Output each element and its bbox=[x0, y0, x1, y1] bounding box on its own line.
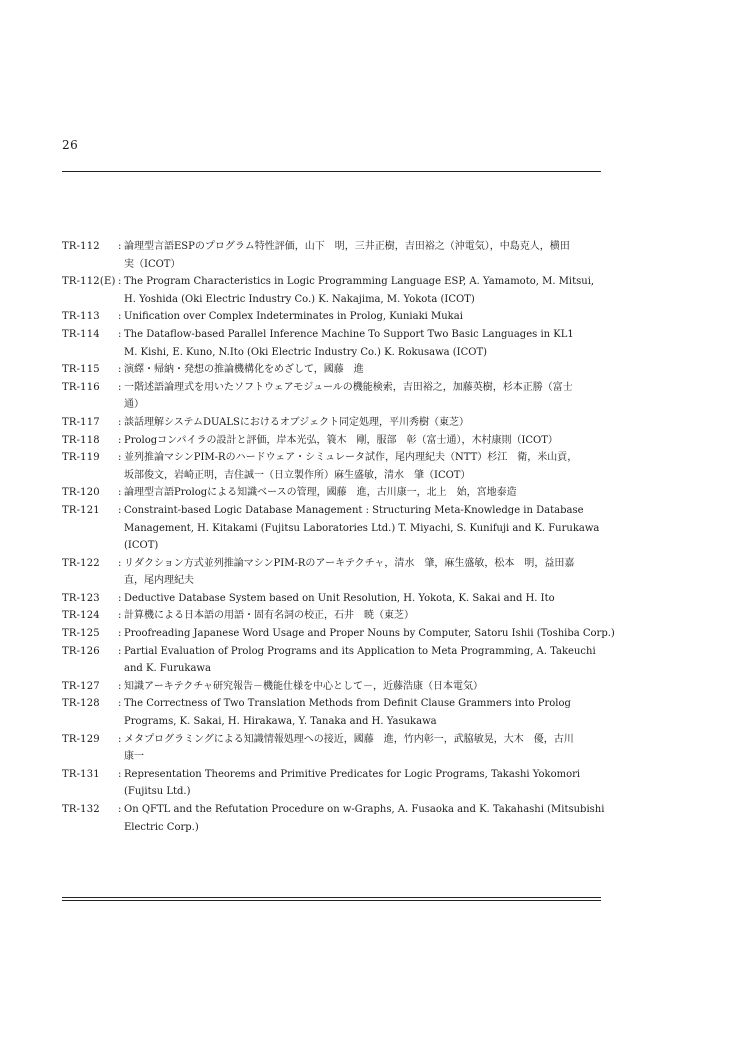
report-text-line: Partial Evaluation of Prolog Programs and its Application to Meta Programming, A. Takeuchi bbox=[124, 645, 596, 657]
report-text-line: 直，尾内理紀夫 bbox=[124, 575, 194, 587]
report-text bbox=[124, 361, 602, 379]
report-text-line: 計算機による日本語の用語・固有名詞の校正，石井 暁（東芝） bbox=[124, 610, 414, 622]
report-id: TR-126 bbox=[62, 645, 100, 657]
report-id: TR-112(E) bbox=[62, 276, 116, 288]
report-text bbox=[124, 625, 615, 643]
report-entry bbox=[62, 326, 602, 361]
colon-separator: : bbox=[118, 680, 122, 692]
colon-separator: : bbox=[118, 276, 122, 288]
report-text-line: 論理型言語Prologによる知識ベースの管理，國藤 進，古川康一，北上 始，宮地泰造 bbox=[124, 487, 517, 499]
report-id: TR-120 bbox=[62, 487, 100, 499]
colon-separator: : bbox=[118, 328, 122, 340]
report-text bbox=[124, 238, 602, 273]
report-entry bbox=[62, 731, 602, 766]
footer-rule bbox=[62, 897, 601, 898]
report-list bbox=[62, 238, 615, 836]
report-text bbox=[124, 273, 602, 308]
colon-separator: : bbox=[118, 364, 122, 376]
report-text-line: 実（ICOT） bbox=[124, 258, 181, 270]
report-entry bbox=[62, 361, 602, 379]
report-text-line: and K. Furukawa bbox=[124, 663, 211, 675]
report-entry bbox=[62, 766, 602, 801]
report-text bbox=[124, 643, 602, 678]
report-id: TR-117 bbox=[62, 416, 100, 428]
report-id: TR-113 bbox=[62, 311, 100, 323]
report-entry bbox=[62, 801, 605, 836]
report-text bbox=[124, 607, 602, 625]
report-id: TR-129 bbox=[62, 733, 100, 745]
report-text-line: リダクション方式並列推論マシンPIM-Rのアーキテクチャ，清水 肇，麻生盛敏，松本 明，益田嘉 bbox=[124, 557, 575, 569]
report-entry bbox=[62, 432, 602, 450]
report-entry bbox=[62, 607, 602, 625]
colon-separator: : bbox=[118, 241, 122, 252]
report-text bbox=[124, 414, 602, 432]
report-text-line: Deductive Database System based on Unit Resolution, H. Yokota, K. Sakai and H. Ito bbox=[124, 592, 555, 604]
report-text-line: H. Yoshida (Oki Electric Industry Co.) K. Nakajima, M. Yokota (ICOT) bbox=[124, 293, 475, 305]
colon-separator: : bbox=[118, 698, 122, 710]
colon-separator: : bbox=[118, 628, 122, 640]
colon-separator: : bbox=[118, 610, 122, 622]
report-entry bbox=[62, 643, 602, 678]
report-text-line: 康一 bbox=[124, 751, 144, 763]
report-text-line: M. Kishi, E. Kuno, N.Ito (Oki Electric Industry Co.) K. Rokusawa (ICOT) bbox=[124, 346, 488, 358]
report-id: TR-124 bbox=[62, 610, 100, 622]
report-entry bbox=[62, 273, 602, 308]
colon-separator: : bbox=[118, 381, 122, 393]
colon-separator: : bbox=[118, 733, 122, 745]
report-id: TR-115 bbox=[62, 364, 100, 376]
report-text bbox=[124, 502, 602, 555]
report-id: TR-127 bbox=[62, 680, 100, 692]
report-id: TR-128 bbox=[62, 698, 100, 710]
report-text-line: Constraint-based Logic Database Management : Structuring Meta-Knowledge in Database bbox=[124, 504, 584, 516]
report-entry bbox=[62, 238, 602, 273]
report-id: TR-116 bbox=[62, 381, 100, 393]
report-entry bbox=[62, 678, 602, 696]
colon-separator: : bbox=[118, 452, 122, 464]
report-text-line: Unification over Complex Indeterminates in Prolog, Kuniaki Mukai bbox=[124, 311, 463, 323]
report-text-line: 談話理解システムDUALSにおけるオブジェクト同定処理，平川秀樹（東芝） bbox=[124, 416, 469, 428]
report-text-line: 坂部俊文，岩崎正明，吉住誠一（日立製作所）麻生盛敏，清水 肇（ICOT） bbox=[124, 469, 471, 481]
report-text bbox=[124, 590, 602, 608]
colon-separator: : bbox=[118, 311, 122, 323]
colon-separator: : bbox=[118, 504, 122, 516]
colon-separator: : bbox=[118, 804, 122, 815]
report-id: TR-114 bbox=[62, 328, 100, 340]
report-text-line: Prologコンパイラの設計と評価，岸本光弘，簑木 剛，服部 彰（富士通），木村康則（ICOT） bbox=[124, 434, 558, 446]
report-entry bbox=[62, 625, 615, 643]
report-text-line: Proofreading Japanese Word Usage and Proper Nouns by Computer, Satoru Ishii (Toshiba Corp.) bbox=[124, 628, 615, 640]
report-text-line: 演繹・帰納・発想の推論機構化をめざして，國藤 進 bbox=[124, 364, 364, 376]
report-id: TR-123 bbox=[62, 592, 100, 604]
report-text bbox=[124, 432, 602, 450]
report-entry bbox=[62, 555, 602, 590]
colon-separator: : bbox=[118, 434, 122, 446]
footer-rule-secondary bbox=[62, 900, 601, 901]
header-rule bbox=[62, 171, 601, 172]
report-text-line: Electric Corp.) bbox=[124, 821, 199, 833]
report-text-line: 論理型言語ESPのプログラム特性評価，山下 明，三井正樹，吉田裕之（沖電気），中島克人，横田 bbox=[124, 241, 570, 252]
report-entry bbox=[62, 308, 602, 326]
report-text bbox=[124, 695, 602, 730]
report-text-line: 並列推論マシンPIM-Rのハードウェア・シミュレータ試作，尾内理紀夫（NTT）杉江 衛，米山貢， bbox=[124, 452, 578, 464]
report-id: TR-112 bbox=[62, 241, 100, 252]
colon-separator: : bbox=[118, 645, 122, 657]
report-text-line: Programs, K. Sakai, H. Hirakawa, Y. Tanaka and H. Yasukawa bbox=[124, 716, 437, 728]
report-text bbox=[124, 484, 602, 502]
report-entry bbox=[62, 449, 602, 484]
report-text-line: 知識アーキテクチャ研究報告－機能仕様を中心として－，近藤浩康（日本電気） bbox=[124, 680, 483, 692]
report-text-line: (ICOT) bbox=[124, 540, 159, 552]
report-text bbox=[124, 766, 602, 801]
report-id: TR-121 bbox=[62, 504, 100, 516]
report-text-line: Management, H. Kitakami (Fujitsu Laboratories Ltd.) T. Miyachi, S. Kunifuji and K. Furukawa bbox=[124, 522, 600, 534]
report-text bbox=[124, 308, 602, 326]
report-text bbox=[124, 801, 604, 836]
report-text bbox=[124, 449, 602, 484]
report-text bbox=[124, 326, 602, 361]
report-text bbox=[124, 555, 602, 590]
page-number: 26 bbox=[62, 138, 79, 152]
report-entry bbox=[62, 502, 602, 555]
report-text-line: The Dataflow-based Parallel Inference Machine To Support Two Basic Languages in KL1 bbox=[124, 328, 574, 340]
report-entry bbox=[62, 695, 602, 730]
report-text-line: Representation Theorems and Primitive Predicates for Logic Programs, Takashi Yokomori bbox=[124, 768, 581, 780]
report-text bbox=[124, 678, 602, 696]
colon-separator: : bbox=[118, 416, 122, 428]
colon-separator: : bbox=[118, 487, 122, 499]
report-text-line: On QFTL and the Refutation Procedure on w-Graphs, A. Fusaoka and K. Takahashi (Mitsubishi bbox=[124, 804, 605, 815]
colon-separator: : bbox=[118, 592, 122, 604]
report-text bbox=[124, 731, 602, 766]
report-id: TR-131 bbox=[62, 768, 100, 780]
report-id: TR-118 bbox=[62, 434, 100, 446]
report-id: TR-122 bbox=[62, 557, 100, 569]
report-id: TR-119 bbox=[62, 452, 100, 464]
report-entry bbox=[62, 590, 602, 608]
report-text-line: The Program Characteristics in Logic Programming Language ESP, A. Yamamoto, M. Mitsui, bbox=[124, 276, 595, 288]
report-entry bbox=[62, 484, 602, 502]
report-text-line: 通） bbox=[124, 399, 144, 411]
report-entry bbox=[62, 379, 602, 414]
report-text-line: 一階述語論理式を用いたソフトウェアモジュールの機能検索，吉田裕之，加藤英樹，杉本正勝（富士 bbox=[124, 381, 573, 393]
report-id: TR-125 bbox=[62, 628, 100, 640]
report-text bbox=[124, 379, 602, 414]
report-text-line: (Fujitsu Ltd.) bbox=[124, 786, 191, 798]
colon-separator: : bbox=[118, 768, 122, 780]
colon-separator: : bbox=[118, 557, 122, 569]
report-text-line: メタプログラミングによる知識情報処理への接近，國藤 進，竹内彰一，武脇敏晃，大木 優，古川 bbox=[124, 733, 574, 745]
report-entry bbox=[62, 414, 602, 432]
report-text-line: The Correctness of Two Translation Methods from Definit Clause Grammers into Prolog bbox=[124, 698, 571, 710]
report-id: TR-132 bbox=[62, 804, 100, 815]
